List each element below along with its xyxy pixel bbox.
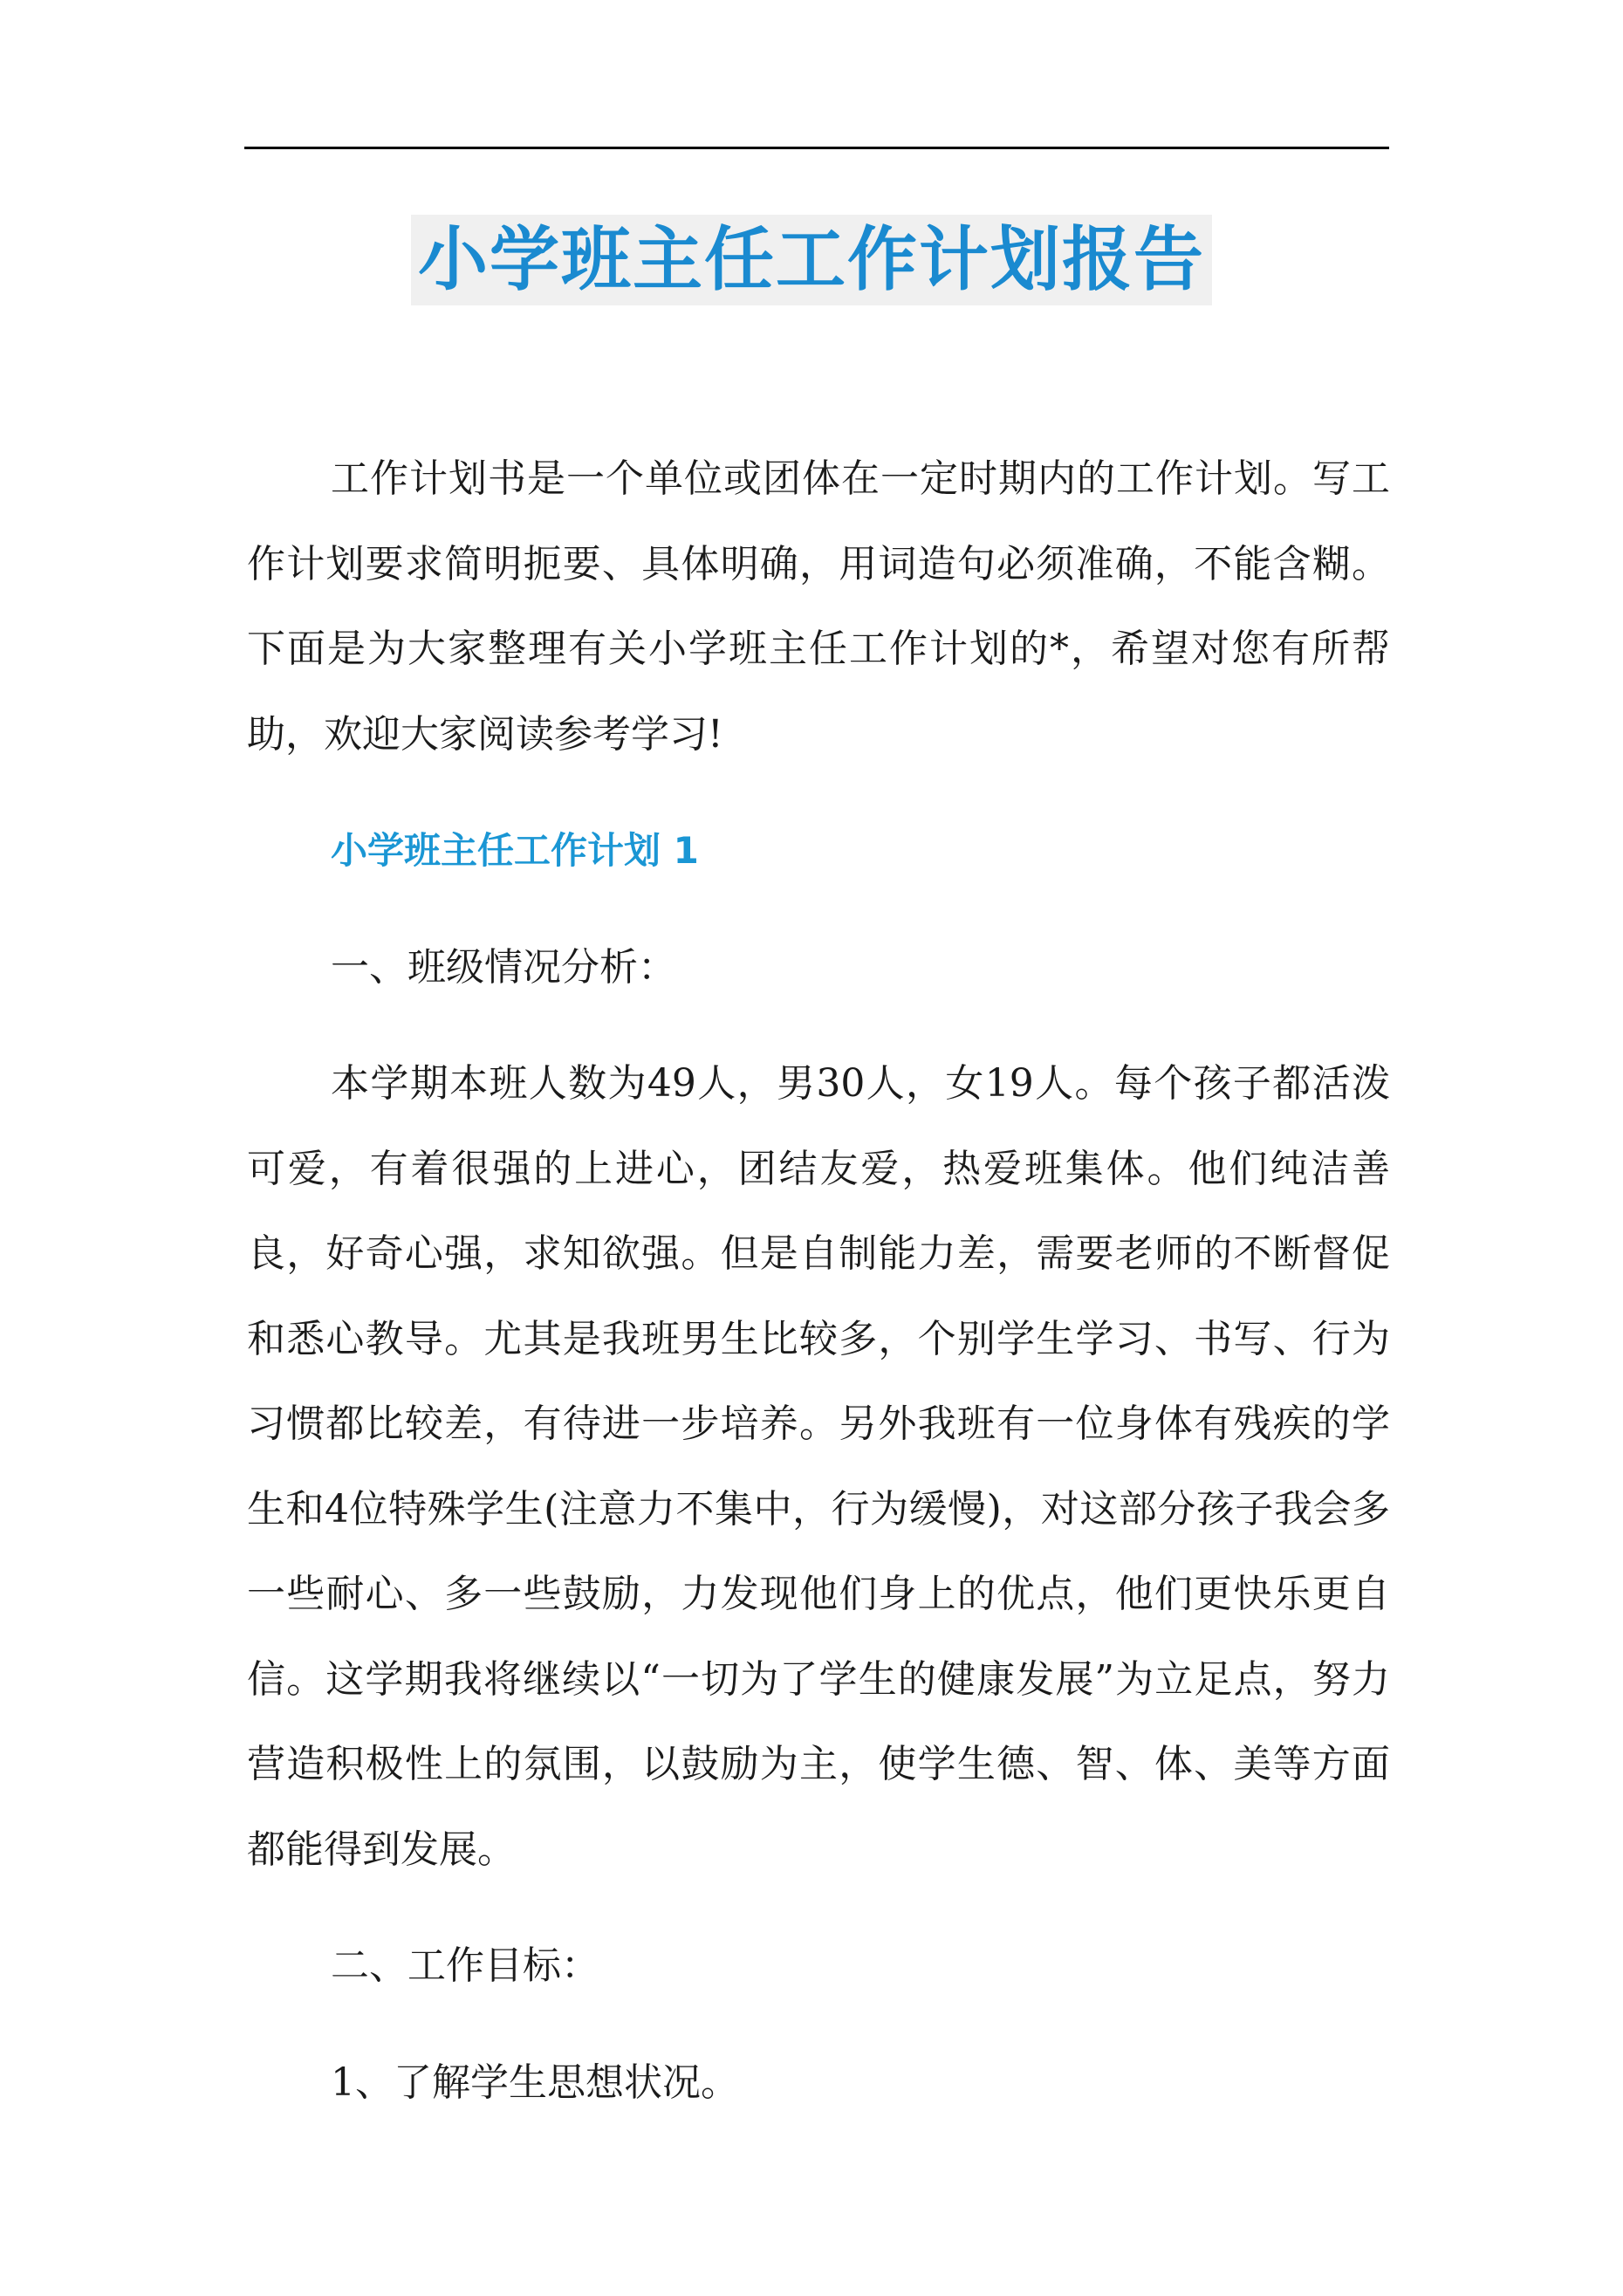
section1-body: 本学期本班人数为49人，男30人，女19人。每个孩子都活泼可爱，有着很强的上进心，团结友爱，热爱班集体。他们纯洁善良，好奇心强，求知欲强。但是自制能力差，需要老师的不断督促和悉心教导。尤其是我班男生比较多，个别学生学习、书写、行为习惯都比较差，有待进一步培养。另外我班有一位身体有残疾的学生和4位特殊学生(注意力不集中，行为缓慢)，对这部分孩子我会多一些耐心、多一些鼓励，力发现他们身上的优点，他们更快乐更自信。这学期我将继续以“一切为了学生的健康发展”为立足点，努力营造积极性上的氛围，以鼓励为主，使学生德、智、体、美等方面都能得到发展。 [247, 1061, 1390, 1872]
top-divider-rule [244, 147, 1389, 149]
intro-paragraph: 工作计划书是一个单位或团体在一定时期内的工作计划。写工作计划要求简明扼要、具体明确，用词造句必须准确，不能含糊。下面是为大家整理有关小学班主任工作计划的*，希望对您有所帮助，欢迎大家阅读参考学习! [247, 456, 1390, 757]
document-body [247, 436, 1390, 2125]
plan-heading: 小学班主任工作计划 1 [331, 829, 699, 872]
section2-item-1: 1、了解学生思想状况。 [331, 2060, 739, 2105]
document-title: 小学班主任工作计划报告 [411, 215, 1212, 305]
section2-heading: 二、工作目标： [331, 1943, 599, 1988]
section1-heading: 一、班级情况分析： [331, 944, 676, 990]
title-container [0, 215, 1623, 305]
